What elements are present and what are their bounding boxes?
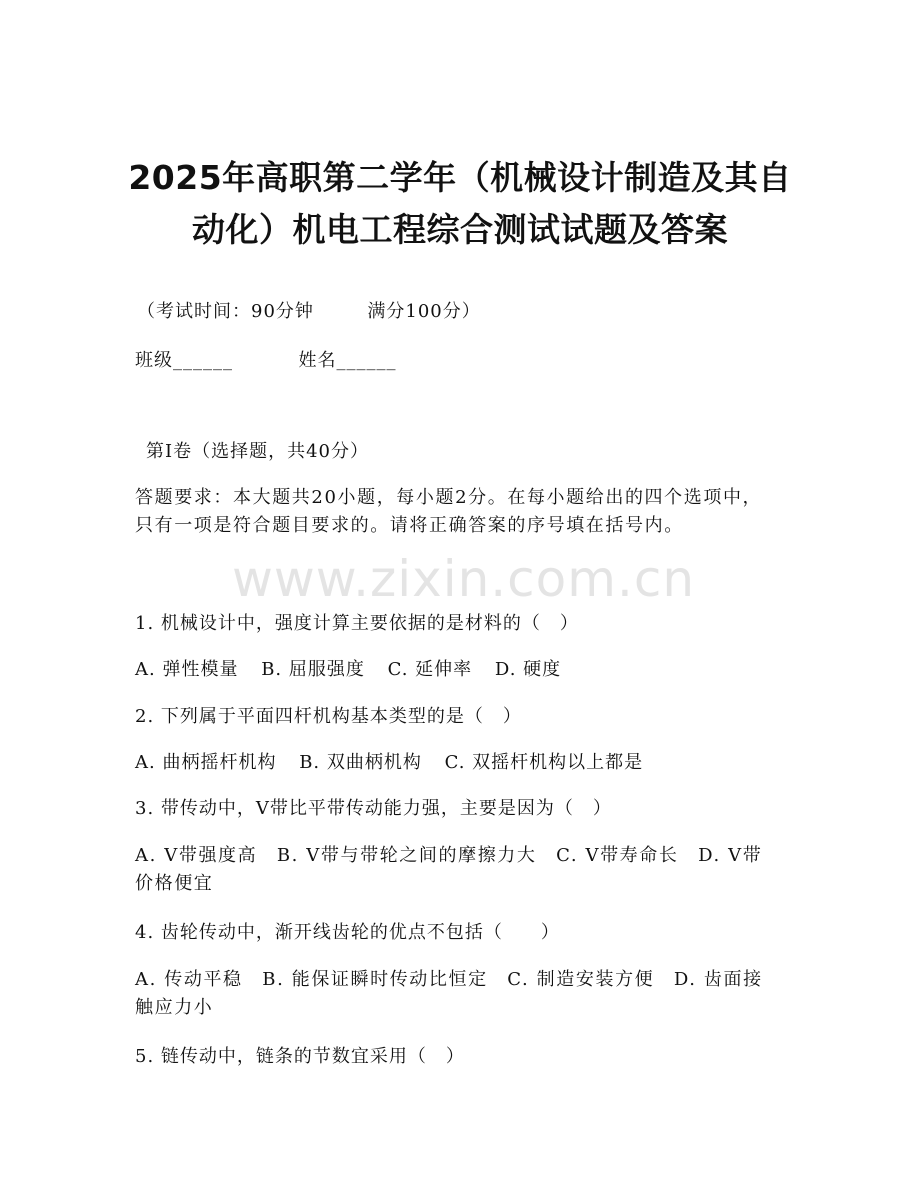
- question-1-stem: 1. 机械设计中，强度计算主要依据的是材料的（ ）: [135, 613, 579, 634]
- section-instructions: 答题要求：本大题共20小题，每小题2分。在每小题给出的四个选项中，只有一项是符合题目要求的。请将正确答案的序号填在括号内。: [135, 487, 763, 536]
- exam-info: [137, 298, 481, 326]
- section-heading: 第I卷（选择题，共40分）: [146, 441, 370, 462]
- question-3-options[interactable]: A. V带强度高 B. V带与带轮之间的摩擦力大 C. V带寿命长 D. V带价格便宜: [135, 845, 763, 894]
- question-2-option-a[interactable]: A. 曲柄摇杆机构: [135, 752, 277, 773]
- exam-title-line-2: 动化）机电工程综合测试试题及答案: [192, 210, 728, 249]
- question-4-options[interactable]: A. 传动平稳 B. 能保证瞬时传动比恒定 C. 制造安装方便 D. 齿面接触应力小: [135, 969, 763, 1018]
- question-1-option-b[interactable]: B. 屈服强度: [261, 659, 365, 680]
- question-2-option-b[interactable]: B. 双曲柄机构: [299, 752, 422, 773]
- question-2-options: [135, 749, 659, 777]
- question-2-stem: 2. 下列属于平面四杆机构基本类型的是（ ）: [135, 706, 522, 727]
- question-4-stem: 4. 齿轮传动中，渐开线齿轮的优点不包括（ ）: [135, 922, 560, 943]
- question-1-options: [135, 656, 577, 684]
- question-1-option-c[interactable]: C. 延伸率: [387, 659, 473, 680]
- exam-score: 满分100分）: [367, 301, 481, 322]
- question-5-stem: 5. 链传动中，链条的节数宜采用（ ）: [135, 1046, 465, 1067]
- question-3-stem: 3. 带传动中，V带比平带传动能力强，主要是因为（ ）: [135, 798, 612, 819]
- question-1-option-a[interactable]: A. 弹性模量: [135, 659, 239, 680]
- question-1-option-d[interactable]: D. 硬度: [494, 659, 562, 680]
- exam-time: （考试时间：90分钟: [137, 301, 314, 322]
- watermark: www.zixin.com.cn: [232, 550, 696, 608]
- student-info: [135, 347, 396, 375]
- class-field[interactable]: 班级______: [135, 350, 233, 371]
- question-2-option-c[interactable]: C. 双摇杆机构以上都是: [444, 752, 644, 773]
- exam-title-line-1: 2025年高职第二学年（机械设计制造及其自: [128, 158, 792, 197]
- name-field[interactable]: 姓名______: [298, 350, 397, 371]
